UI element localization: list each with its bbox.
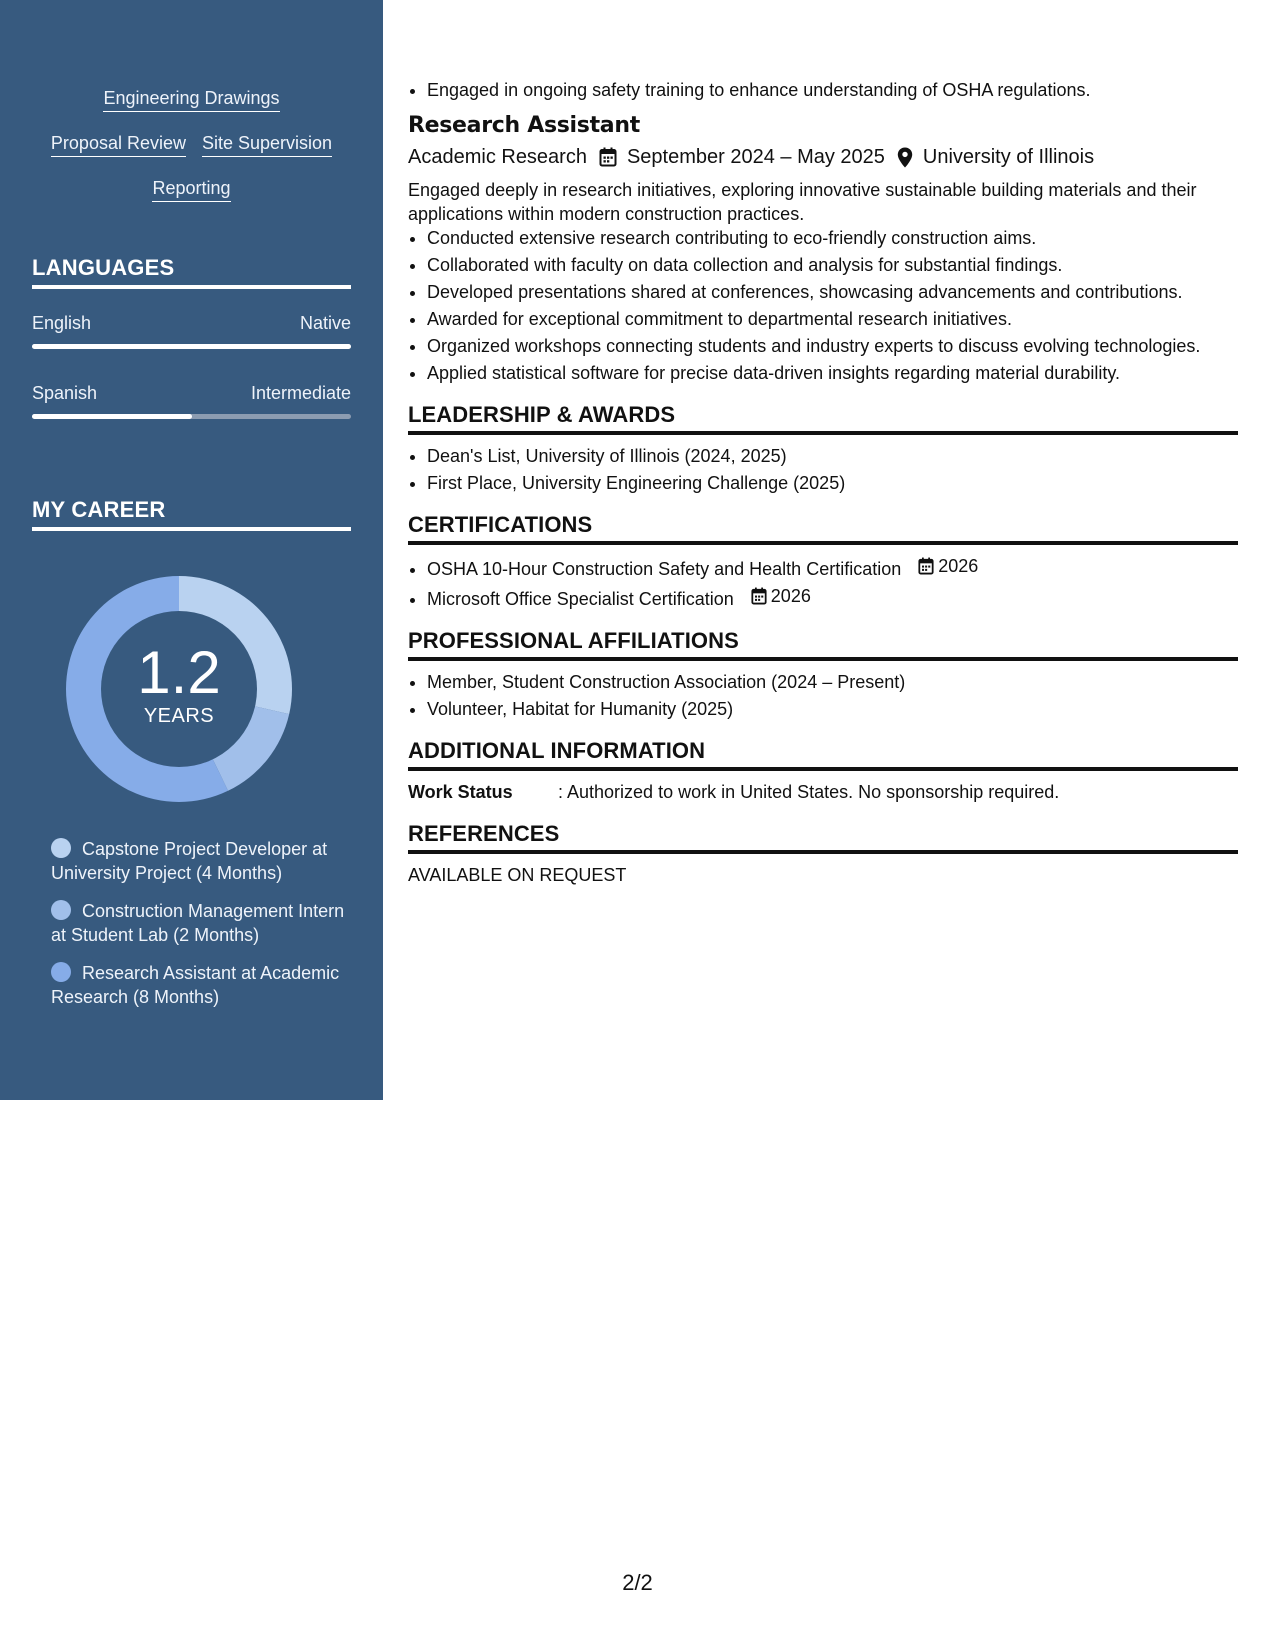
language-bar-fill [32,414,192,419]
language-row-spanish [32,383,351,404]
skills-list [0,86,383,221]
skill-row [0,86,383,112]
affiliations-heading: PROFESSIONAL AFFILIATIONS [408,627,1238,661]
career-item-construction-intern [51,899,351,947]
certification-date [751,584,811,608]
skill-tag-reporting[interactable]: Reporting [152,176,230,202]
list-item: • Dean's List, University of Illinois (2024, 2025) [427,444,1238,468]
leadership-list [408,444,1238,495]
list-item: • Developed presentations shared at conferences, showcasing advancements and contributions. [427,280,1238,304]
list-item: • Volunteer, Habitat for Humanity (2025) [427,697,1238,721]
work-status-label: Work Status [408,782,513,802]
work-status-value: : Authorized to work in United States. No sponsorship required. [558,782,1060,802]
references-heading: REFERENCES [408,820,1238,854]
language-bar-english [32,344,351,349]
certification-date [918,554,978,578]
job-title: Research Assistant [408,113,640,138]
list-item: • Applied statistical software for precise data-driven insights regarding material durability. [427,361,1238,385]
previous-job-bullets [408,78,1238,102]
donut-hole [101,611,257,767]
career-heading: MY CAREER [32,496,351,531]
list-item: • Engaged in ongoing safety training to enhance understanding of OSHA regulations. [427,78,1238,102]
language-bar-spanish [32,414,351,419]
language-bar-fill [32,344,351,349]
job-dates: September 2024 – May 2025 [626,146,885,168]
skill-tag-site-supervision[interactable]: Site Supervision [202,131,332,157]
skill-tag-proposal-review[interactable]: Proposal Review [51,131,186,157]
career-donut-chart [66,576,292,802]
job-description: Engaged deeply in research initiatives, exploring innovative sustainable building materials and their applications within modern construction practices. [408,180,1197,224]
language-row-english [32,313,351,334]
list-item: • Collaborated with faculty on data collection and analysis for substantial findings. [427,253,1238,277]
job-meta [408,144,1238,170]
map-pin-icon [897,147,913,168]
legend-dot [51,962,71,982]
sidebar [0,0,383,1100]
certifications-list [408,554,1238,611]
certification-year: 2026 [938,556,979,576]
calendar-icon [918,557,934,575]
skill-row [0,176,383,202]
list-item: • Organized workshops connecting students and industry experts to discuss evolving technologies. [427,334,1238,358]
career-item-research-assistant [51,961,351,1009]
legend-dot [51,900,71,920]
career-item-capstone [51,837,351,885]
job-organization: Academic Research [408,146,587,168]
skill-tag-engineering-drawings[interactable]: Engineering Drawings [103,86,279,112]
skill-row [0,131,383,157]
certification-year: 2026 [770,586,811,606]
language-name: English [32,313,92,333]
certifications-heading: CERTIFICATIONS [408,511,1238,545]
career-item-text: Research Assistant at Academic Research (8 Months) [51,963,340,1007]
language-name: Spanish [32,383,98,403]
additional-info-heading: ADDITIONAL INFORMATION [408,737,1238,771]
references-text: AVAILABLE ON REQUEST [408,865,627,885]
language-level: Intermediate [250,383,351,403]
certification-name: Microsoft Office Specialist Certification [427,589,734,609]
list-item: • Member, Student Construction Association (2024 – Present) [427,670,1238,694]
language-level: Native [299,313,351,333]
certification-item [427,554,1238,581]
legend-dot [51,838,71,858]
list-item: • Awarded for exceptional commitment to departmental research initiatives. [427,307,1238,331]
calendar-icon [599,147,617,167]
calendar-icon [751,587,767,605]
page-number: 2/2 [622,1570,653,1595]
career-total-unit: YEARS [143,705,215,727]
affiliations-list [408,670,1238,721]
leadership-heading: LEADERSHIP & AWARDS [408,401,1238,435]
job-bullets [408,226,1238,385]
career-item-text: Capstone Project Developer at University Project (4 Months) [51,839,328,883]
career-legend [51,837,351,1023]
list-item: • First Place, University Engineering Challenge (2025) [427,471,1238,495]
list-item: • Conducted extensive research contributing to eco-friendly construction aims. [427,226,1238,250]
work-status-row [408,780,1238,804]
main-content [408,78,1238,887]
certification-item [427,584,1238,611]
job-location: University of Illinois [922,146,1095,168]
career-item-text: Construction Management Intern at Student Lab (2 Months) [51,901,345,945]
career-total-value: 1.2 [137,639,221,706]
languages-heading: LANGUAGES [32,254,351,289]
certification-name: OSHA 10-Hour Construction Safety and Health Certification [427,559,902,579]
